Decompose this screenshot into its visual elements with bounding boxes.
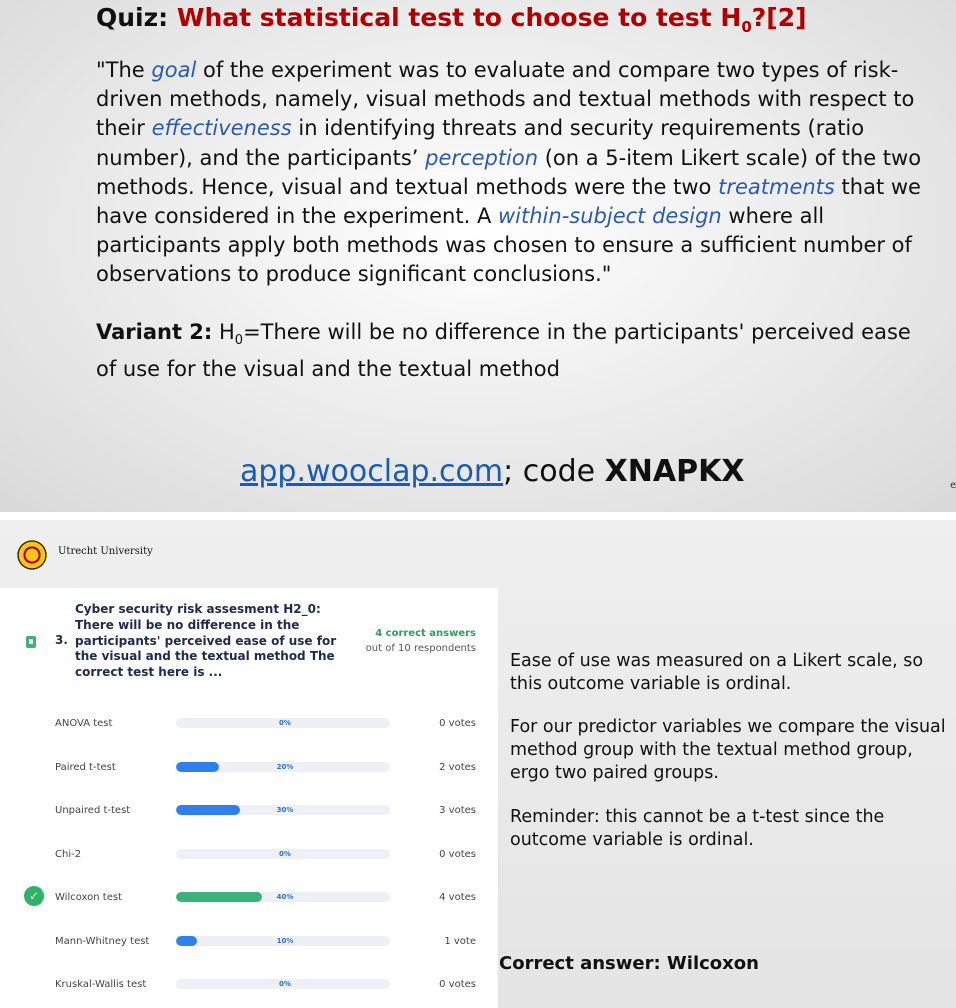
answer-percentage: 0% [279, 850, 291, 858]
answer-row [0, 979, 498, 999]
answer-bar-fill [176, 936, 197, 946]
slide-title [96, 3, 807, 36]
emphasized-term: effectiveness [151, 116, 292, 141]
answer-row [0, 718, 498, 738]
answer-label: Mann-Whitney test [55, 936, 150, 947]
answer-percentage: 0% [279, 719, 291, 727]
emphasized-term: treatments [718, 174, 835, 199]
variant-label: Variant 2: [96, 320, 213, 344]
answer-votes: 0 votes [439, 718, 476, 729]
wooclap-join-line: app.wooclap.com; code XNAPKX [240, 454, 745, 489]
poll-results-card [0, 588, 498, 1008]
explanation-ordinal: Ease of use was measured on a Likert scale, so this outcome variable is ordinal. [510, 651, 924, 694]
correct-answer: Correct answer: Wilcoxon [499, 953, 759, 974]
answer-label: ANOVA test [55, 718, 113, 729]
answer-row [0, 889, 498, 912]
answer-label: Wilcoxon test [55, 892, 122, 903]
question-number: 3. [55, 633, 68, 647]
variant-hypothesis: Variant 2: $H_0=There$ will be no difference in the participants' perceived ease of use for the visual and the textual method [96, 320, 911, 382]
quiz-code: XNAPKX [604, 454, 745, 489]
title-prefix: Quiz: [96, 3, 169, 32]
emphasized-term: within-subject design [498, 204, 722, 229]
answer-percentage: 10% [276, 937, 294, 945]
cut-off-text: e [950, 480, 956, 491]
answer-label: Kruskal-Wallis test [55, 979, 147, 990]
answer-label: Paired t-test [55, 762, 116, 773]
answer-bar-fill [176, 762, 219, 772]
answer-percentage: 20% [276, 763, 294, 771]
explanation-reminder: Reminder: this cannot be a t-test since the outcome variable is ordinal. [510, 807, 885, 850]
answer-label: Chi-2 [55, 849, 82, 860]
answer-votes: 2 votes [439, 762, 476, 773]
question-flag-icon [26, 636, 36, 648]
answer-votes: 0 votes [439, 979, 476, 990]
university-name: Utrecht University [58, 546, 153, 557]
answer-percentage: 40% [276, 893, 294, 901]
university-logo-icon [17, 540, 47, 570]
respondents-count: out of 10 respondents [365, 643, 476, 654]
answer-percentage: 0% [279, 980, 291, 988]
answer-row [0, 936, 498, 956]
answer-bar-fill [176, 805, 240, 815]
question-text: Cyber security risk assesment H2_0: There will be no difference in the participants' perceived ease of use for the visual and the textual method The correct test here is ... [75, 602, 337, 680]
quote-text: of the experiment was to evaluate and compare two types of risk-driven methods, namely, visual methods and textual methods with respect to their [96, 58, 915, 141]
emphasized-term: perception [425, 145, 539, 170]
variant-text: =There will be no difference in the participants' perceived ease of use for the visual and the textual method [96, 320, 911, 382]
answer-votes: 1 vote [444, 936, 476, 947]
title-question: What statistical test to choose to test $H_0?[2]$ [176, 3, 807, 36]
correct-answers-count: 4 correct answers [375, 628, 476, 639]
answer-bar-fill [176, 892, 262, 902]
answer-votes: 3 votes [439, 805, 476, 816]
quote-text: "The [96, 58, 152, 82]
quote-text: in identifying threats and security requirements (ratio number), and the participants’ [96, 116, 865, 170]
answer-votes: 0 votes [439, 849, 476, 860]
results-slide [0, 520, 956, 1008]
answer-row [0, 805, 498, 825]
answer-row [0, 762, 498, 782]
answer-label: Unpaired t-test [55, 805, 131, 816]
experiment-quote [96, 56, 952, 290]
answer-row [0, 849, 498, 869]
correct-check-icon: ✓ [24, 886, 44, 906]
answer-percentage: 30% [276, 806, 294, 814]
quote-text: where all participants apply both methods was chosen to ensure a sufficient number of observations to produce significant conclusions." [96, 204, 912, 287]
emphasized-term: goal [151, 58, 197, 82]
answer-votes: 4 votes [439, 892, 476, 903]
wooclap-link[interactable]: app.wooclap.com [240, 454, 504, 489]
explanation-paired: For our predictor variables we compare the visual method group with the textual method group, ergo two paired groups. [510, 717, 946, 783]
quote-text: (on a 5-item Likert scale) of the two methods. Hence, visual and textual methods were the two [96, 145, 922, 199]
quote-text: that we have considered in the experiment. A [96, 174, 921, 229]
